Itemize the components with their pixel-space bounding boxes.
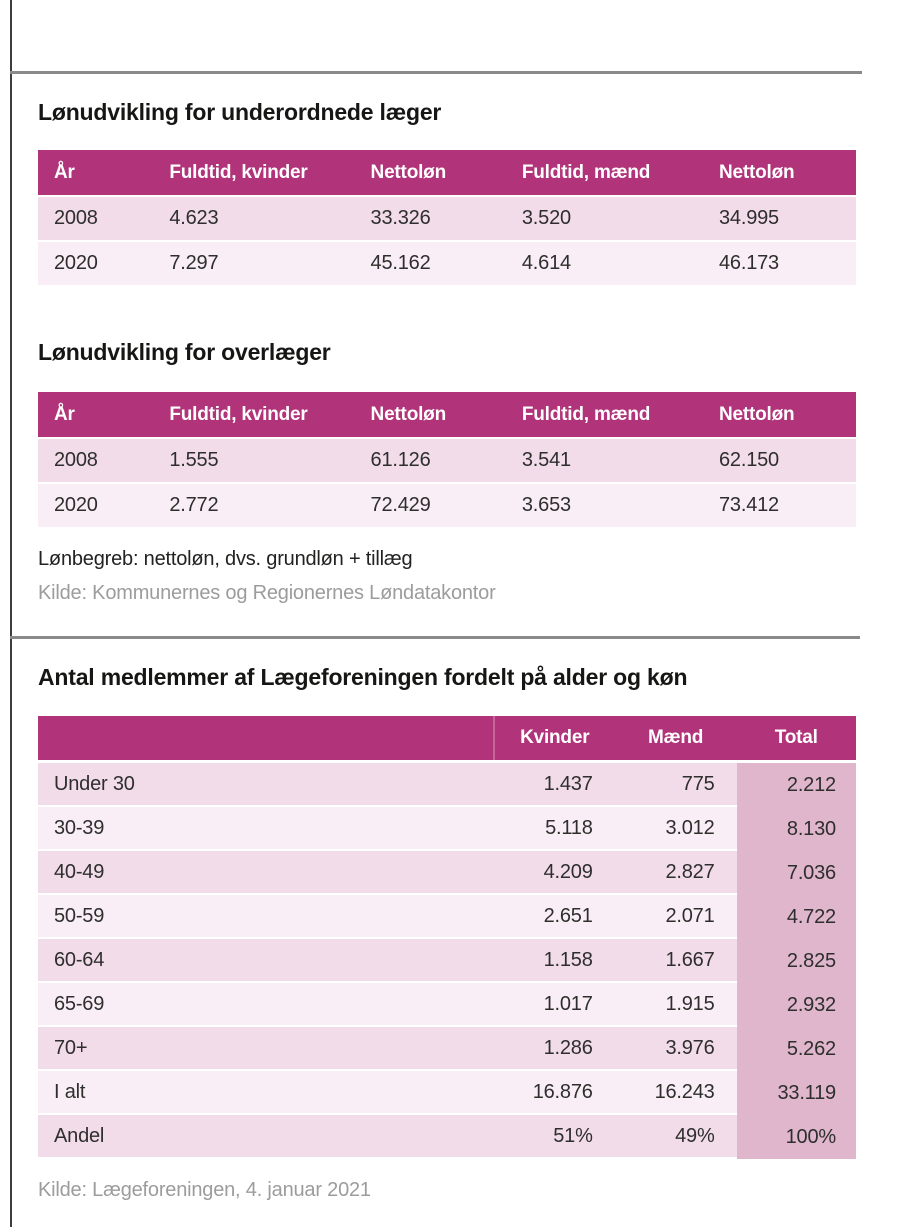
table-header-row xyxy=(38,150,856,195)
cell-total: 7.036 xyxy=(737,851,856,895)
cell-men: 3.976 xyxy=(615,1027,737,1071)
cell-netpay-women: 61.126 xyxy=(370,449,431,471)
table-row-share xyxy=(38,1115,856,1159)
salary-table-overlaeger xyxy=(38,392,856,529)
cell-age-group: I alt xyxy=(38,1071,493,1115)
table-row xyxy=(38,763,856,807)
cell-women: 5.118 xyxy=(493,807,615,851)
cell-age-group: 50-59 xyxy=(38,895,493,939)
cell-fulltime-men: 3.653 xyxy=(521,494,571,516)
cell-men: 1.915 xyxy=(615,983,737,1027)
cell-total: 2.825 xyxy=(737,939,856,983)
cell-men: 2.827 xyxy=(615,851,737,895)
cell-total: 33.119 xyxy=(737,1071,856,1115)
cell-fulltime-men: 3.520 xyxy=(521,207,571,229)
table-header-row xyxy=(38,392,856,437)
cell-year: 2008 xyxy=(54,207,98,229)
cell-women: 2.651 xyxy=(493,895,615,939)
cell-fulltime-women: 4.623 xyxy=(169,207,219,229)
table-row xyxy=(38,807,856,851)
header-cell-fulltime-women: Fuldtid, kvinder xyxy=(169,161,308,183)
cell-women: 51% xyxy=(493,1115,615,1159)
section-title-underordnede: Lønudvikling for underordnede læger xyxy=(38,99,442,125)
cell-fulltime-women: 7.297 xyxy=(169,252,219,274)
cell-total: 5.262 xyxy=(737,1027,856,1071)
table-row xyxy=(38,1027,856,1071)
cell-women: 4.209 xyxy=(493,851,615,895)
cell-netpay-men: 62.150 xyxy=(719,449,779,471)
cell-men: 775 xyxy=(615,763,737,807)
table-row xyxy=(38,983,856,1027)
cell-age-group: Andel xyxy=(38,1115,493,1159)
header-cell-total: Total xyxy=(774,727,818,748)
top-divider-rule xyxy=(10,71,862,74)
cell-fulltime-men: 3.541 xyxy=(521,449,571,471)
salary-source-note: Kilde: Kommunernes og Regionernes Løndatakontor xyxy=(38,582,496,604)
members-table xyxy=(38,716,856,1159)
table-row-sum xyxy=(38,1071,856,1115)
cell-men: 1.667 xyxy=(615,939,737,983)
cell-fulltime-men: 4.614 xyxy=(521,252,571,274)
header-cell-fulltime-women: Fuldtid, kvinder xyxy=(169,403,308,425)
cell-age-group: 40-49 xyxy=(38,851,493,895)
table-row xyxy=(38,851,856,895)
table-header-row xyxy=(38,716,856,760)
cell-age-group: Under 30 xyxy=(38,763,493,807)
table-row xyxy=(38,895,856,939)
cell-age-group: 30-39 xyxy=(38,807,493,851)
cell-netpay-men: 46.173 xyxy=(719,252,779,274)
header-cell-fulltime-men: Fuldtid, mænd xyxy=(521,403,651,425)
cell-year: 2020 xyxy=(54,252,98,274)
cell-total: 4.722 xyxy=(737,895,856,939)
cell-total: 2.932 xyxy=(737,983,856,1027)
header-cell-year: År xyxy=(54,403,75,425)
cell-age-group: 70+ xyxy=(38,1027,493,1071)
cell-year: 2008 xyxy=(54,449,98,471)
wage-concept-note: Lønbegreb: nettoløn, dvs. grundløn + tillæg xyxy=(38,548,413,570)
section-title-members: Antal medlemmer af Lægeforeningen fordelt på alder og køn xyxy=(38,664,688,690)
header-cell-netpay-women: Nettoløn xyxy=(370,161,446,183)
cell-fulltime-women: 1.555 xyxy=(169,449,219,471)
left-border-rule xyxy=(10,0,12,1227)
table-row xyxy=(38,484,856,527)
cell-netpay-women: 72.429 xyxy=(370,494,431,516)
table-row xyxy=(38,242,856,285)
header-cell-netpay-men: Nettoløn xyxy=(719,403,795,425)
salary-table-underordnede xyxy=(38,150,856,287)
cell-total: 2.212 xyxy=(737,763,856,807)
cell-age-group: 60-64 xyxy=(38,939,493,983)
table-row xyxy=(38,939,856,983)
table-row xyxy=(38,439,856,482)
cell-fulltime-women: 2.772 xyxy=(169,494,219,516)
header-cell-men: Mænd xyxy=(648,727,704,748)
cell-women: 1.158 xyxy=(493,939,615,983)
header-cell-netpay-women: Nettoløn xyxy=(370,403,446,425)
header-cell-women: Kvinder xyxy=(493,716,615,760)
cell-men: 16.243 xyxy=(615,1071,737,1115)
cell-women: 16.876 xyxy=(493,1071,615,1115)
header-cell-empty xyxy=(38,716,493,760)
cell-age-group: 65-69 xyxy=(38,983,493,1027)
cell-total: 100% xyxy=(737,1115,856,1159)
cell-men: 2.071 xyxy=(615,895,737,939)
cell-women: 1.017 xyxy=(493,983,615,1027)
cell-men: 3.012 xyxy=(615,807,737,851)
header-cell-netpay-men: Nettoløn xyxy=(719,161,795,183)
table-row xyxy=(38,197,856,240)
cell-netpay-men: 73.412 xyxy=(719,494,779,516)
section-divider-rule xyxy=(10,636,860,639)
cell-men: 49% xyxy=(615,1115,737,1159)
header-cell-year: År xyxy=(54,161,75,183)
cell-total: 8.130 xyxy=(737,807,856,851)
cell-women: 1.286 xyxy=(493,1027,615,1071)
cell-women: 1.437 xyxy=(493,763,615,807)
cell-netpay-women: 33.326 xyxy=(370,207,431,229)
cell-netpay-men: 34.995 xyxy=(719,207,779,229)
header-cell-fulltime-men: Fuldtid, mænd xyxy=(521,161,651,183)
cell-year: 2020 xyxy=(54,494,98,516)
members-source-note: Kilde: Lægeforeningen, 4. januar 2021 xyxy=(38,1179,371,1201)
section-title-overlaeger: Lønudvikling for overlæger xyxy=(38,339,331,365)
cell-netpay-women: 45.162 xyxy=(370,252,431,274)
